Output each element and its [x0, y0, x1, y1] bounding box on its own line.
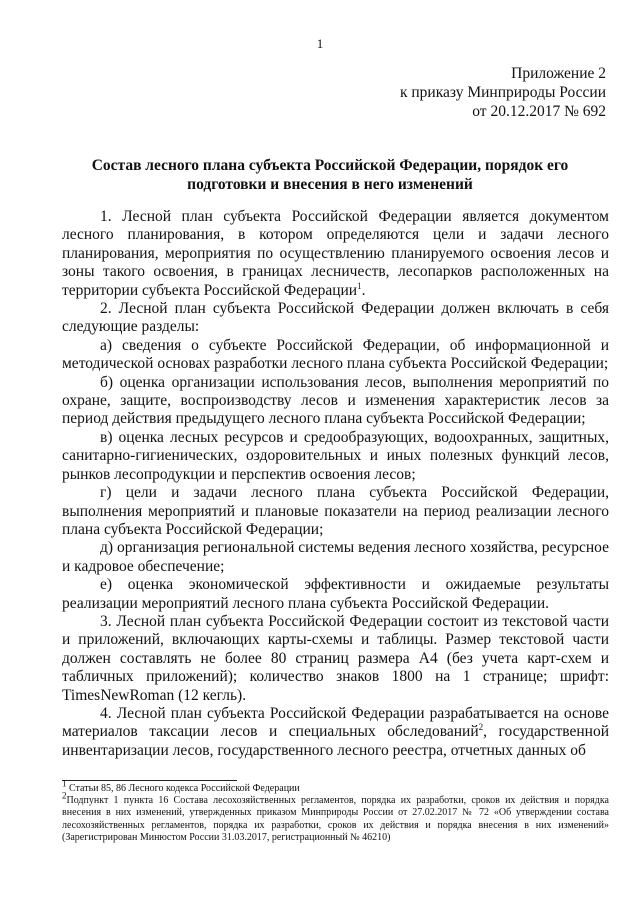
footnote-1-text: Статьи 85, 86 Лесного кодекса Российской Федерации: [66, 783, 300, 794]
paragraph-2b: б) оценка организации использования лесов, выполнения мероприятий по охране, защите, воспроизводству лесов и изменения характеристик лесов за период действия предыдущего лесного плана субъекта Российской Федерации;: [62, 373, 609, 428]
paragraph-3: 3. Лесной план субъекта Российской Федерации состоит из текстовой части и приложений, включающих карты-схемы и таблицы. Размер текстовой части должен составлять не более 80 страниц размера А4 (без учета карт-схем и табличных приложений); количество знаков 1800 на 1 странице; шрифт: TimesNewRoman (12 кегль).: [62, 612, 609, 704]
paragraph-2g: г) цели и задачи лесного плана субъекта Российской Федерации, выполнения мероприятий и плановые показатели на период реализации лесного плана субъекта Российской Федерации;: [62, 484, 609, 538]
paragraph-2v: в) оценка лесных ресурсов и средообразующих, водоохранных, защитных, санитарно-гигиенических, оздоровительных и иных полезных функций лесов, рынков лесопродукции и перспектив освоения лесов;: [62, 428, 609, 483]
paragraph-4: [62, 705, 609, 760]
paragraph-1-end: .: [361, 281, 366, 299]
paragraph-2a: а) сведения о субъекте Российской Федерации, об информационной и методической основах разработки лесного плана субъекта Российской Федерации;: [62, 336, 609, 373]
footnote-2: [62, 790, 609, 844]
appendix-line-2: к приказу Минприроды России: [399, 84, 606, 101]
page-number: 1: [316, 36, 324, 51]
document-title: Состав лесного плана субъекта Российской Федерации, порядок его подготовки и внесения в него изменений: [91, 157, 569, 193]
paragraph-2: 2. Лесной план субъекта Российской Федерации должен включать в себя следующие разделы:: [62, 300, 609, 336]
footnote-divider: [62, 780, 237, 781]
appendix-line-1: Приложение 2: [511, 65, 606, 82]
paragraph-4-text: 4. Лесной план субъекта Российской Федерации разрабатывается на основе материалов таксации лесов и специальных обследований: [62, 704, 609, 741]
paragraph-4-end: , государственной инвентаризации лесов, государственного лесного реестра, отчетных данных об: [62, 723, 609, 759]
footnote-1-marker: 1: [62, 778, 67, 789]
document-body: [62, 208, 609, 760]
footnote-1: [62, 778, 609, 795]
footnote-ref-1: 1: [357, 280, 362, 291]
appendix-line-3: от 20.12.2017 № 692: [472, 103, 606, 120]
footnote-2-text: Подпункт 1 пункта 16 Состава лесохозяйственных регламентов, порядка их разработки, сроков их действия и порядка внесения в них изменений, утвержденных приказом Минприроды России от 27.02.2017 № 72 «Об утверждении состава лесохозяйственных регламентов, порядка их разработки, сроков их действия и порядка внесения в них изменений» (Зарегистрирован Минюстом России 31.03.2017, регистрационный № 46210): [62, 795, 609, 843]
paragraph-1: [62, 208, 609, 300]
footnotes: [62, 778, 609, 844]
footnote-2-marker: 2: [62, 790, 67, 801]
footnote-ref-2: 2: [478, 722, 484, 733]
paragraph-2e: е) оценка экономической эффективности и ожидаемые результаты реализации мероприятий лесного плана субъекта Российской Федерации.: [62, 576, 609, 612]
paragraph-2d: д) организация региональной системы ведения лесного хозяйства, ресурсное и кадровое обеспечение;: [62, 539, 609, 575]
appendix-header: [400, 64, 606, 121]
paragraph-1-text: 1. Лесной план субъекта Российской Федерации является документом лесного планирования, в котором определяются цели и задачи лесного планирования, мероприятия по осуществлению планируемого освоения лесов и зоны такого освоения, в границах лесничеств, лесопарков расположенных на территории субъекта Российской Федерации: [62, 208, 609, 299]
